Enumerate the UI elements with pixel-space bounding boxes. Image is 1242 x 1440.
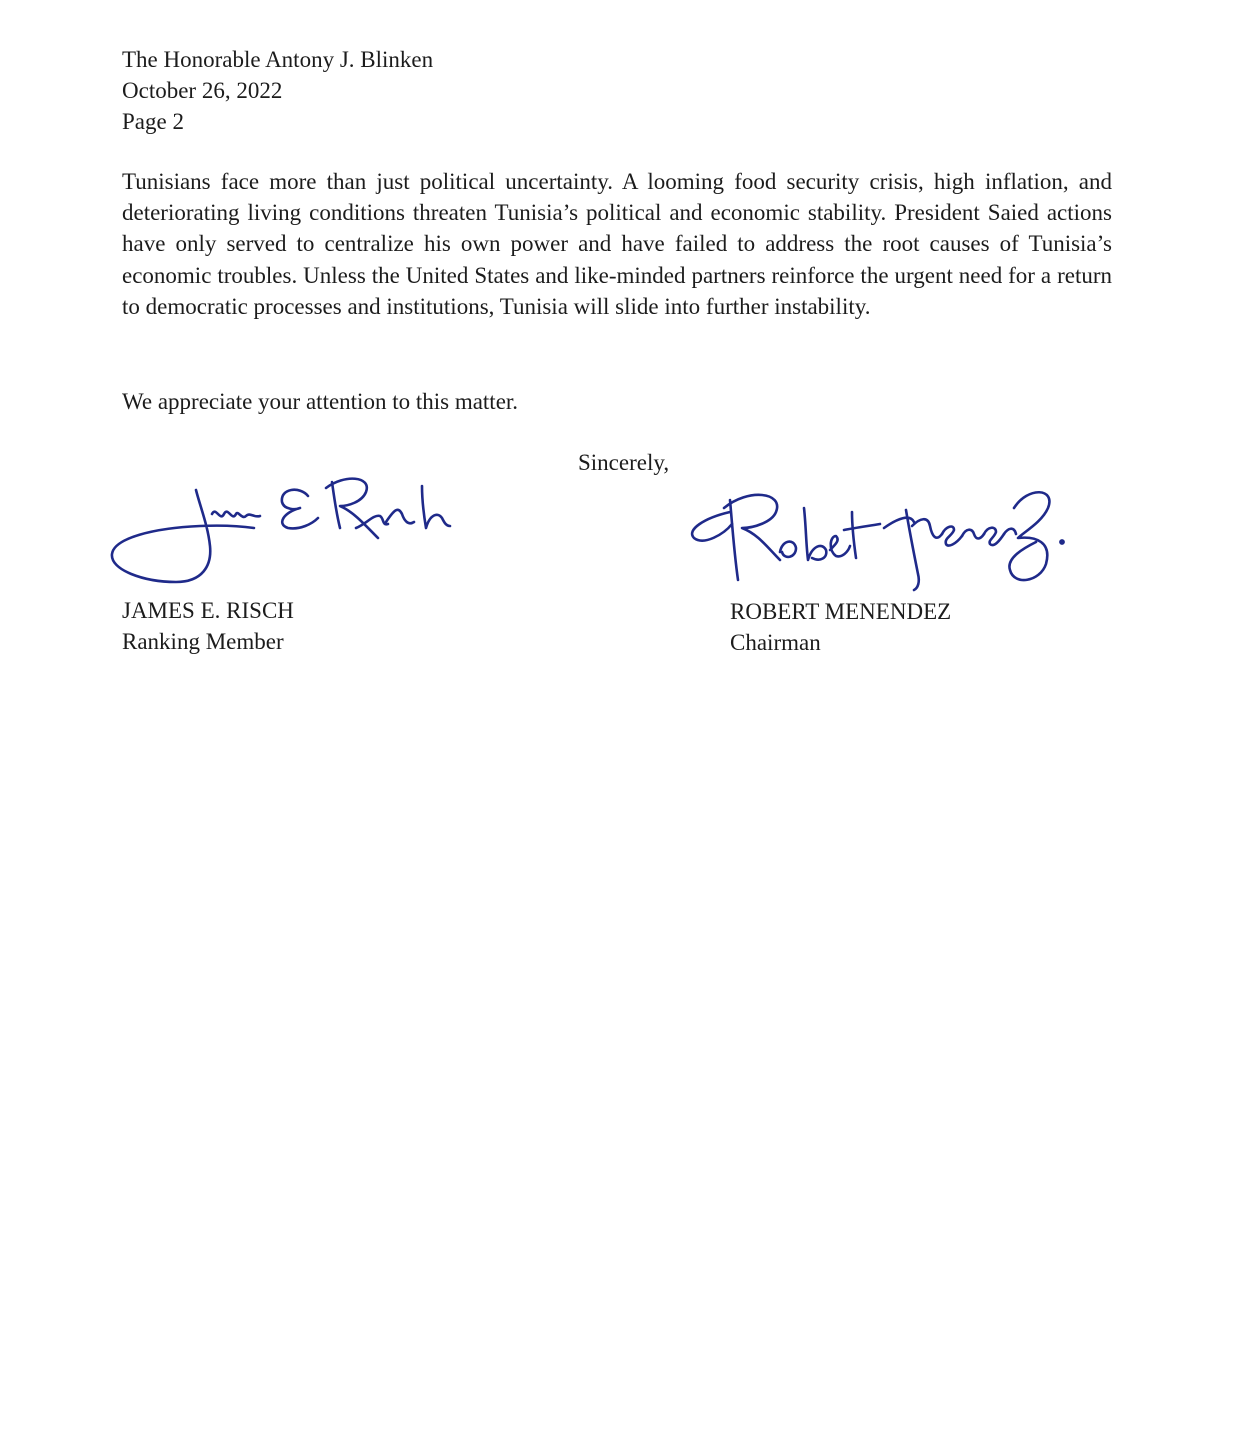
risch-signature-icon: [104, 466, 454, 592]
body-paragraph: Tunisians face more than just political uncertainty. A looming food security crisis, high inflation, and deteriorating living conditions threaten Tunisia’s political and economic stability. President Saied actions have only served to centralize his own power and have failed to address the root causes of Tunisia’s economic troubles. Unless the United States and like-minded partners reinforce the urgent need for a return to democratic processes and institutions, Tunisia will slide into further instability.: [122, 169, 1112, 319]
date-line: October 26, 2022: [122, 78, 283, 103]
appreciation-line: We appreciate your attention to this matter.: [122, 389, 519, 414]
signer-title: Chairman: [730, 630, 821, 655]
signer-name: ROBERT MENENDEZ: [730, 599, 952, 624]
page-number: Page 2: [122, 109, 184, 134]
recipient-line: The Honorable Antony J. Blinken: [122, 47, 434, 72]
signer-title: Ranking Member: [122, 629, 284, 654]
signer-block-risch: [122, 595, 294, 657]
signer-block-menendez: [730, 596, 951, 658]
letter-header: [122, 44, 433, 137]
menendez-signature-icon: [684, 478, 1068, 600]
signer-name: JAMES E. RISCH: [122, 598, 294, 623]
closing-salutation: Sincerely,: [578, 450, 670, 475]
